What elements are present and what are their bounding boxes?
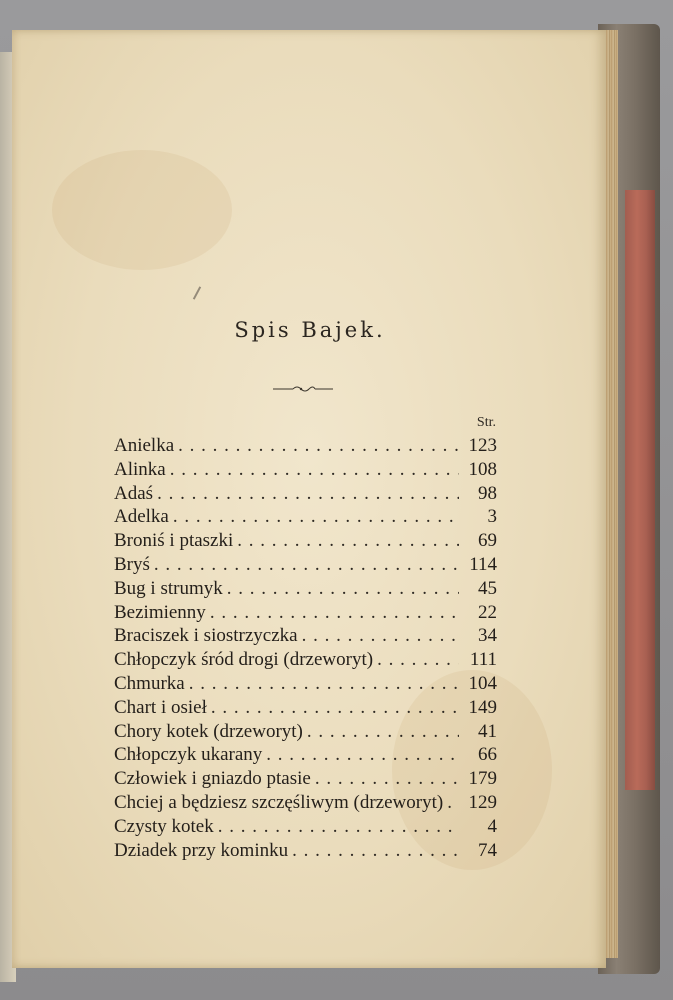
- table-of-contents: [114, 434, 497, 862]
- toc-entry-title: Chciej a będziesz szczęśliwym (drzeworyt): [114, 791, 444, 813]
- toc-entry-title: Braciszek i siostrzyczka: [114, 625, 298, 647]
- toc-row: [114, 839, 497, 863]
- toc-dot-leader: [207, 696, 459, 720]
- toc-entry-title: Broniś i ptaszki: [114, 530, 234, 552]
- toc-entry-title: Chłopczyk ukarany: [114, 744, 263, 766]
- toc-row: [114, 648, 497, 672]
- toc-dot-leader: [288, 839, 459, 863]
- toc-entry-title: Chart i osieł: [114, 696, 207, 718]
- toc-row: [114, 672, 497, 696]
- toc-row: [114, 529, 497, 553]
- toc-entry-title: Czysty kotek: [114, 815, 214, 837]
- toc-dot-leader: [298, 624, 459, 648]
- toc-entry-page-number: 108: [468, 458, 497, 480]
- toc-entry-title: Adaś: [114, 482, 154, 504]
- toc-dot-leader: [150, 553, 459, 577]
- page-column-header: Str.: [476, 415, 496, 430]
- toc-entry-title: Adelka: [114, 506, 169, 528]
- toc-entry-page-number: 66: [478, 744, 497, 766]
- toc-entry-page-number: 149: [468, 696, 497, 718]
- toc-entry-page-number: 22: [478, 601, 497, 623]
- toc-row: [114, 624, 497, 648]
- toc-entry-page-number: 179: [468, 768, 497, 790]
- toc-entry-title: Anielka: [114, 435, 175, 456]
- toc-entry-page-number: 41: [478, 720, 497, 742]
- toc-entry-page-number: 45: [478, 577, 497, 599]
- toc-entry-page-number: 74: [478, 839, 497, 861]
- toc-entry-page-number: 111: [469, 649, 497, 671]
- toc-row: [114, 577, 497, 601]
- toc-dot-leader: [223, 577, 459, 601]
- toc-entry-page-number: 4: [487, 815, 497, 837]
- toc-entry-title: Człowiek i gniazdo ptasie: [114, 768, 311, 790]
- toc-entry-title: Alinka: [114, 458, 166, 480]
- toc-entry-page-number: 129: [468, 791, 497, 813]
- toc-dot-leader: [166, 458, 459, 482]
- toc-dot-leader: [303, 720, 459, 744]
- toc-entry-title: Bezimienny: [114, 601, 206, 623]
- toc-entry-title: Chmurka: [114, 672, 185, 694]
- toc-row: [114, 434, 497, 458]
- toc-row: [114, 601, 497, 625]
- toc-row: [114, 815, 497, 839]
- toc-dot-leader: [311, 767, 459, 791]
- toc-entry-title: Bug i strumyk: [114, 577, 223, 599]
- toc-entry-page-number: 3: [487, 506, 497, 528]
- toc-dot-leader: [443, 791, 459, 815]
- toc-entry-page-number: 34: [478, 625, 497, 647]
- paper-stain: [52, 150, 232, 270]
- toc-entry-title: Bryś: [114, 553, 150, 575]
- toc-entry-page-number: 123: [468, 435, 497, 456]
- ornament-divider-icon: [273, 383, 333, 395]
- toc-row: [114, 720, 497, 744]
- toc-row: [114, 505, 497, 529]
- toc-dot-leader: [169, 505, 459, 529]
- toc-row: [114, 743, 497, 767]
- toc-entry-title: Dziadek przy kominku: [114, 839, 289, 861]
- toc-row: [114, 767, 497, 791]
- book-spine-red-edge: [625, 190, 655, 790]
- toc-entry-title: Chory kotek (drzeworyt): [114, 720, 303, 742]
- toc-dot-leader: [214, 815, 459, 839]
- page-title: Spis Bajek.: [234, 318, 386, 342]
- toc-row: [114, 482, 497, 506]
- toc-row: [114, 791, 497, 815]
- toc-entry-page-number: 104: [468, 672, 497, 694]
- toc-dot-leader: [185, 672, 459, 696]
- toc-dot-leader: [153, 482, 459, 506]
- toc-row: [114, 458, 497, 482]
- toc-dot-leader: [174, 434, 459, 458]
- toc-dot-leader: [262, 743, 459, 767]
- toc-row: [114, 553, 497, 577]
- toc-dot-leader: [373, 648, 459, 672]
- toc-dot-leader: [233, 529, 459, 553]
- toc-entry-page-number: 114: [469, 553, 497, 575]
- toc-dot-leader: [206, 601, 459, 625]
- toc-entry-title: Chłopczyk śród drogi (drzeworyt): [114, 649, 374, 671]
- toc-entry-page-number: 69: [478, 530, 497, 552]
- toc-entry-page-number: 98: [478, 482, 497, 504]
- toc-row: [114, 696, 497, 720]
